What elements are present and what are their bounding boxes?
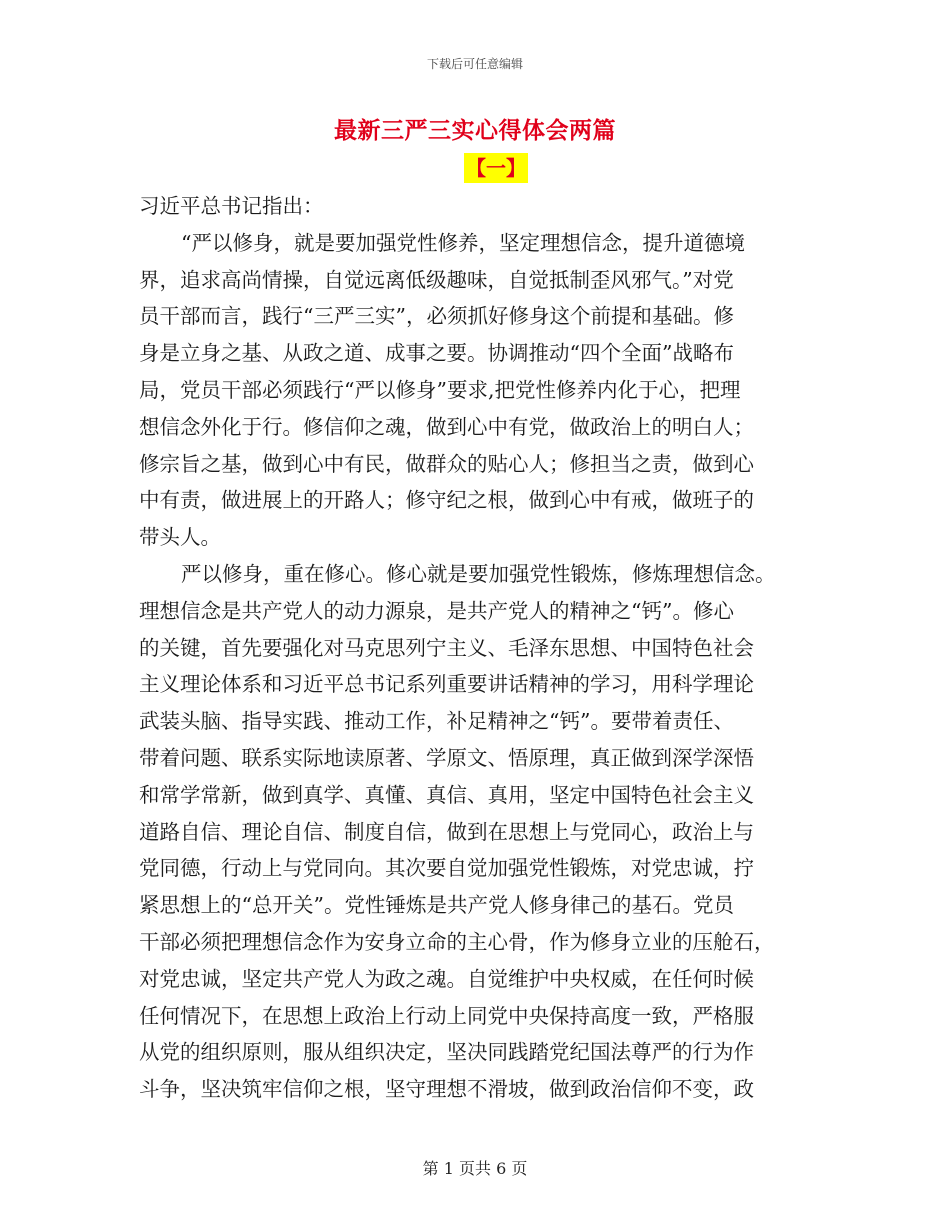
text-line: 武装头脑、指导实践、推动工作，补足精神之“钙”。要带着责任、 <box>139 709 734 734</box>
text-line: 和常学常新，做到真学、真懂、真信、真用，坚定中国特色社会主义 <box>139 782 754 807</box>
text-line: 局，党员干部必须践行“严以修身”要求,把党性修养内化于心，把理 <box>139 377 741 402</box>
text-line: 道路自信、理论自信、制度自信，做到在思想上与党同心，政治上与 <box>139 819 754 844</box>
text-line: 中有责，做进展上的开路人；修守纪之根，做到心中有戒，做班子的 <box>139 488 754 513</box>
text-line: 界，追求高尚情操，自觉远离低级趣味，自觉抵制歪风邪气。”对党 <box>139 267 734 292</box>
text-line: 的关键，首先要强化对马克思列宁主义、毛泽东思想、中国特色社会 <box>139 635 754 660</box>
text-line: 斗争，坚决筑牢信仰之根，坚守理想不滑坡，做到政治信仰不变，政 <box>139 1077 754 1102</box>
text-line: 带着问题、联系实际地读原著、学原文、悟原理，真正做到深学深悟 <box>139 745 754 770</box>
page-footer: 第 1 页共 6 页 <box>422 1159 528 1178</box>
text-line: 身是立身之基、从政之道、成事之要。协调推动“四个全面”战略布 <box>139 341 734 366</box>
text-line: 修宗旨之基，做到心中有民，做群众的贴心人；修担当之责，做到心 <box>139 451 754 476</box>
section-marker: 【一】 <box>464 153 528 183</box>
text-line: 带头人。 <box>139 525 221 550</box>
text-line: 干部必须把理想信念作为安身立命的主心骨，作为修身立业的压舱石， <box>139 929 775 954</box>
text-line: 对党忠诚，坚定共产党人为政之魂。自觉维护中央权威，在任何时候 <box>139 966 754 991</box>
text-line: 党同德，行动上与党同向。其次要自觉加强党性锻炼，对党忠诚，拧 <box>139 856 754 881</box>
text-line: 从党的组织原则，服从组织决定，坚决同践踏党纪国法尊严的行为作 <box>139 1040 754 1065</box>
header-note: 下载后可任意编辑 <box>426 57 523 71</box>
text-line: 想信念外化于行。修信仰之魂，做到心中有党，做政治上的明白人； <box>139 414 754 439</box>
text-line: 理想信念是共产党人的动力源泉，是共产党人的精神之“钙”。修心 <box>139 598 734 623</box>
text-line: 严以修身，重在修心。修心就是要加强党性锻炼，修炼理想信念。 <box>181 561 776 586</box>
body-text <box>139 188 815 1108</box>
text-line: 主义理论体系和习近平总书记系列重要讲话精神的学习，用科学理论 <box>139 672 754 697</box>
document-title: 最新三严三实心得体会两篇 <box>334 117 616 144</box>
text-line: 员干部而言，践行“三严三实”，必须抓好修身这个前提和基础。修 <box>139 304 734 329</box>
text-line: 任何情况下，在思想上政治上行动上同党中央保持高度一致，严格服 <box>139 1003 754 1028</box>
text-line: 习近平总书记指出： <box>139 194 324 218</box>
text-line: 紧思想上的“总开关”。党性锤炼是共产党人修身律己的基石。党员 <box>139 893 734 918</box>
text-line: “严以修身，就是要加强党性修养，坚定理想信念，提升道德境 <box>181 230 745 255</box>
